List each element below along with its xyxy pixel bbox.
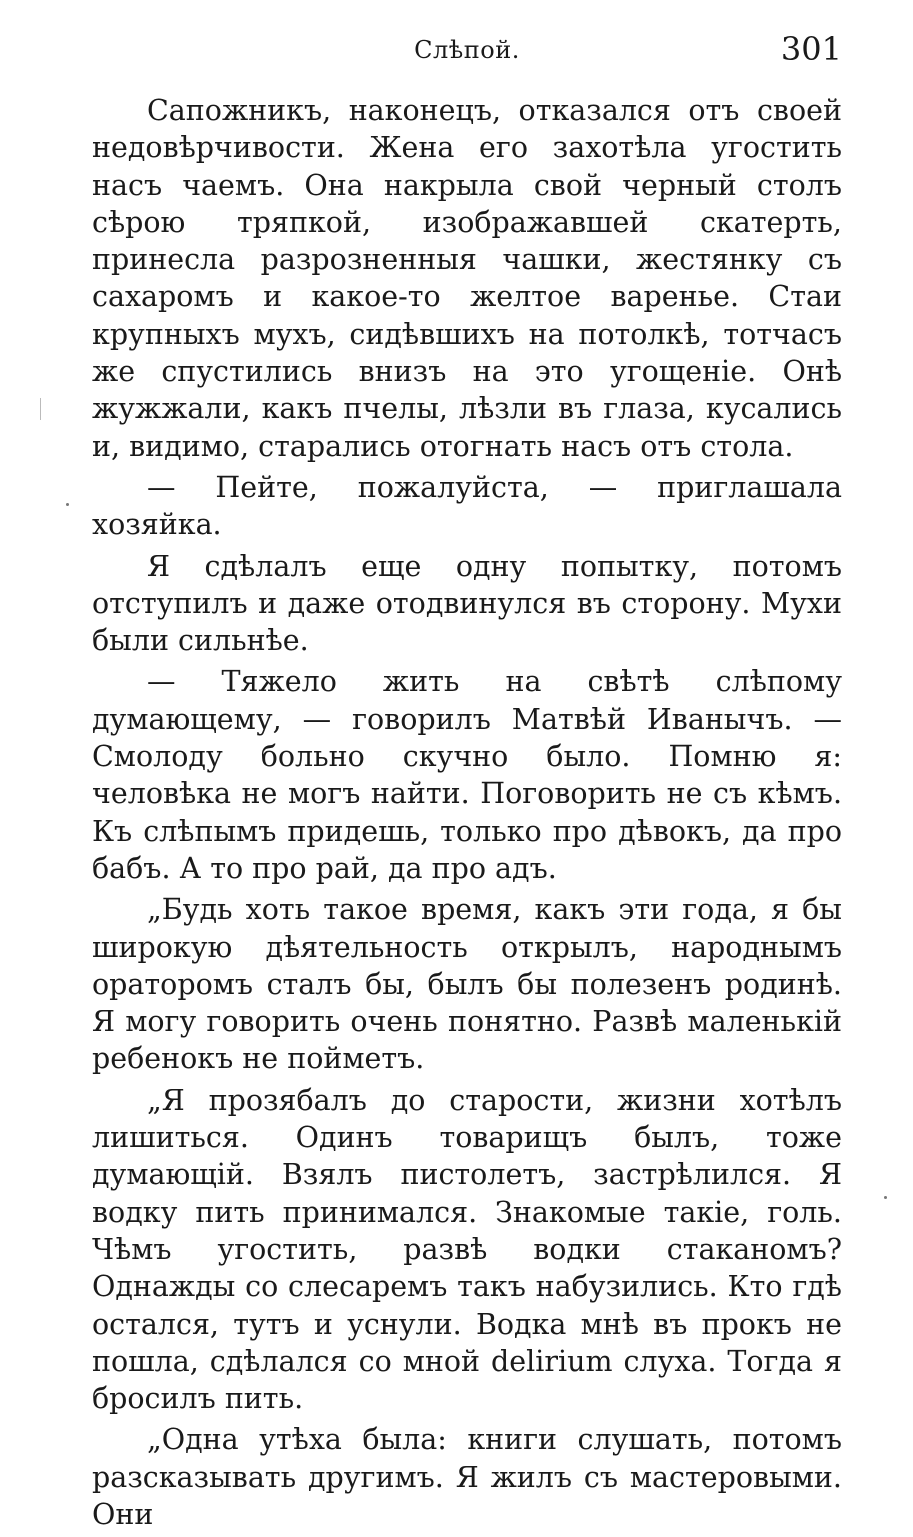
paragraph-6: „Я прозябалъ до старости, жизни хотѣлъ лишиться. Одинъ товарищъ былъ, тоже думающій. Взялъ пистолетъ, застрѣлился. Я водку пить принимался. Знакомые такіе, голь. Чѣмъ угостить, развѣ водки стаканомъ? Однажды со слесаремъ такъ набузились. Кто гдѣ остался, тутъ и уснули. Водка мнѣ въ прокъ не пошла, сдѣлался со мной delirium слуха. Тогда я бросилъ пить.: [92, 1083, 842, 1416]
running-head: [92, 30, 842, 74]
paragraph-1: Сапожникъ, наконецъ, отказался отъ своей недовѣрчивости. Жена его захотѣла угостить насъ чаемъ. Она накрыла свой черный столъ сѣрою тряпкой, изображавшей скатерть, принесла разрозненныя чашки, жестянку съ сахаромъ и какое-то желтое варенье. Стаи крупныхъ мухъ, сидѣвшихъ на потолкѣ, тотчасъ же спустились внизъ на это угощеніе. Онѣ жужжали, какъ пчелы, лѣзли въ глаза, кусались и, видимо, старались отогнать насъ отъ стола.: [92, 94, 842, 463]
running-title: Слѣпой.: [414, 36, 520, 64]
paragraph-2: — Пейте, пожалуйста, — приглашала хозяйка.: [92, 470, 842, 542]
paragraph-3: Я сдѣлалъ еще одну попытку, потомъ отступилъ и даже отодвинулся въ сторону. Мухи были сильнѣе.: [92, 549, 842, 658]
body-text: [92, 92, 842, 1537]
page-number: 301: [780, 30, 842, 68]
paragraph-4: — Тяжело жить на свѣтѣ слѣпому думающему, — говорилъ Матвѣй Иванычъ. — Смолоду больно скучно было. Помню я: человѣка не могъ найти. Поговорить не съ кѣмъ. Къ слѣпымъ придешь, только про дѣвокъ, да про бабъ. А то про рай, да про адъ.: [92, 665, 842, 885]
scan-margin-mark: [40, 398, 41, 420]
paragraph-5: „Будь хоть такое время, какъ эти года, я бы широкую дѣятельность открылъ, народнымъ ораторомъ сталъ бы, былъ бы полезенъ родинѣ. Я могу говорить очень понятно. Развѣ маленькій ребенокъ не пойметъ.: [92, 893, 842, 1076]
scan-speck: [66, 503, 69, 506]
paragraph-7: „Одна утѣха была: книги слушать, потомъ разсказывать другимъ. Я жилъ съ мастеровыми. Они: [92, 1423, 842, 1531]
scan-speck: [884, 1196, 887, 1199]
